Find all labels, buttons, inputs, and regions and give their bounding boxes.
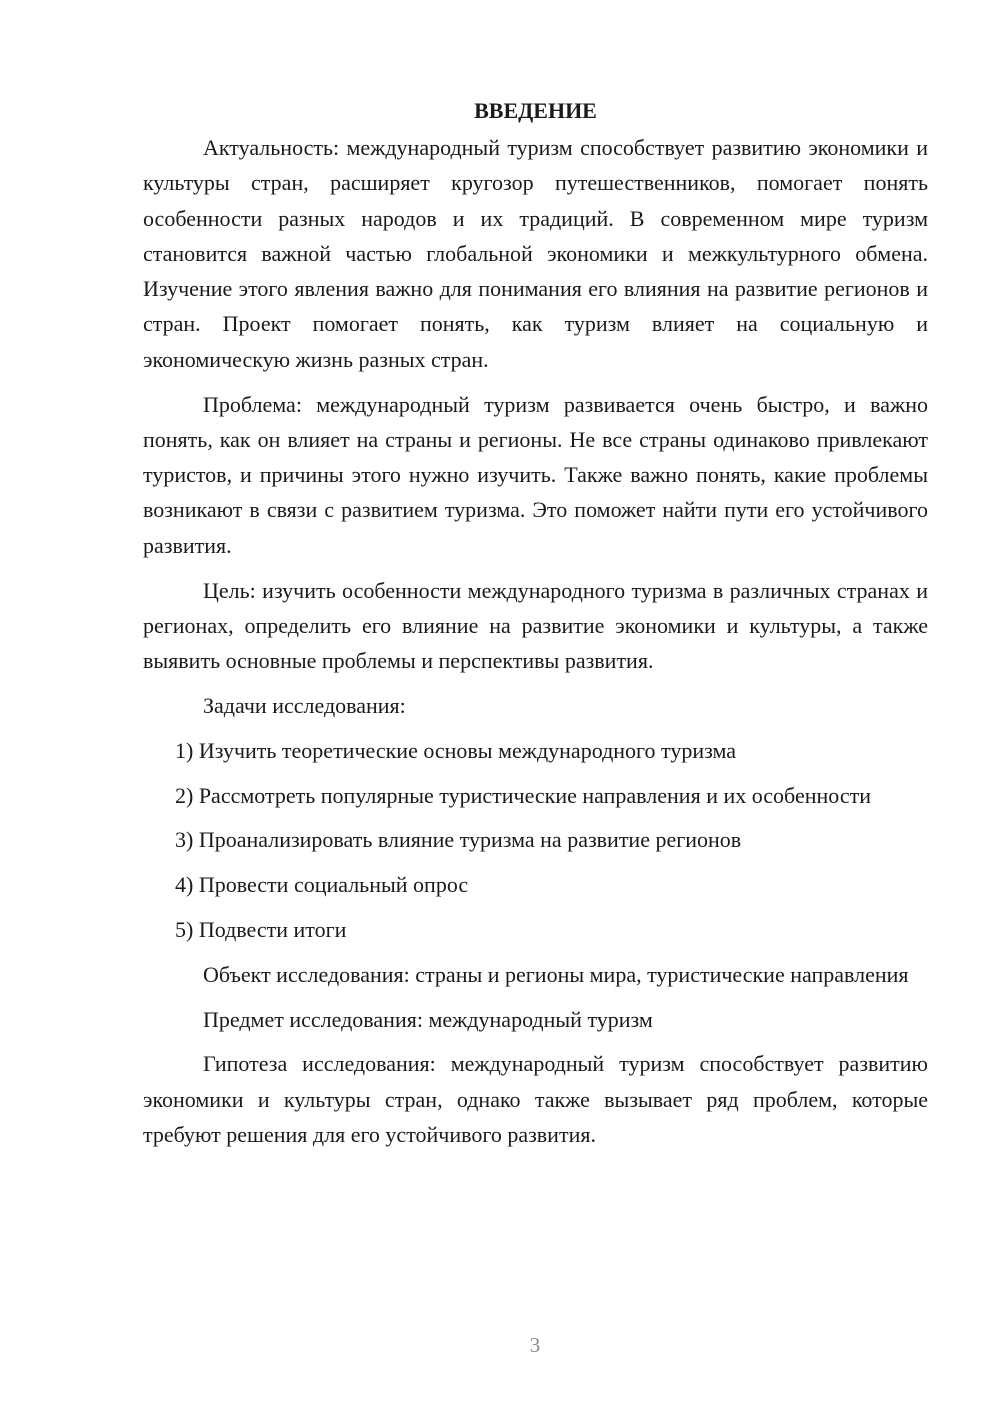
page-content xyxy=(143,93,928,1162)
list-item: 1) Изучить теоретические основы международного туризма xyxy=(175,737,737,763)
list-item: 2) Рассмотреть популярные туристические направления и их особенности xyxy=(175,782,871,808)
paragraph-subject: Предмет исследования: международный туризм xyxy=(203,1006,653,1032)
section-heading: ВВЕДЕНИЕ xyxy=(474,98,597,123)
list-item: 4) Провести социальный опрос xyxy=(175,872,469,898)
list-item: 5) Подвести итоги xyxy=(175,916,347,942)
paragraph-problem: Проблема: международный туризм развивается очень быстро, и важно понять, как он влияет на страны и регионы. Не все страны одинаково привлекают туристов, и причины этого нужно изучить. Также важно понять, какие проблемы возникают в связи с развитием туризма. Это поможет найти пути его устойчивого развития. xyxy=(143,391,928,558)
paragraph-relevance: Актуальность: международный туризм способствует развитию экономики и культуры стран, расширяет кругозор путешественников, помогает понять особенности разных народов и их традиций. В современном мире туризм становится важной частью глобальной экономики и межкультурного обмена. Изучение этого явления важно для понимания его влияния на развитие регионов и стран. Проект помогает понять, как туризм влияет на социальную и экономическую жизнь разных стран. xyxy=(143,135,928,372)
paragraph-object: Объект исследования: страны и регионы мира, туристические направления xyxy=(203,961,909,987)
tasks-list xyxy=(143,733,928,947)
list-item: 3) Проанализировать влияние туризма на развитие регионов xyxy=(175,827,742,853)
page-number: 3 xyxy=(529,1333,541,1357)
paragraph-hypothesis: Гипотеза исследования: международный туризм способствует развитию экономики и культуры стран, однако также вызывает ряд проблем, которые требуют решения для его устойчивого развития. xyxy=(143,1051,928,1147)
paragraph-goal: Цель: изучить особенности международного туризма в различных странах и регионах, определить его влияние на развитие экономики и культуры, а также выявить основные проблемы и перспективы развития. xyxy=(143,577,928,674)
tasks-heading: Задачи исследования: xyxy=(203,692,406,718)
